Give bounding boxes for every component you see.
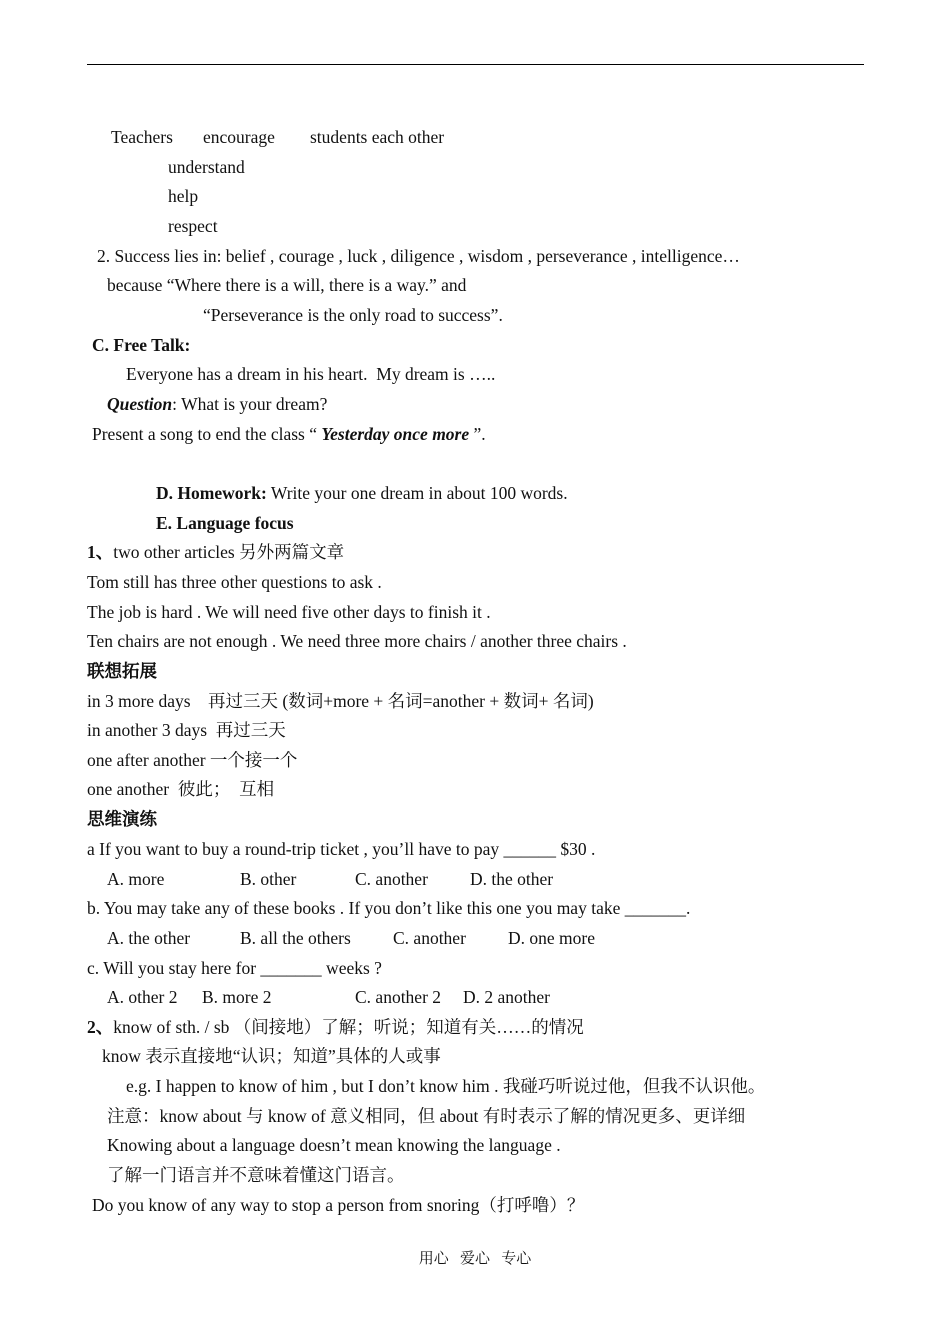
text-line: e.g. I happen to know of him , but I don’t know him . 我碰巧听说过他，但我不认识他。 [126, 1076, 766, 1096]
text-line: help [168, 186, 199, 206]
section-heading: C. Free Talk: [92, 335, 191, 355]
question-line: a If you want to buy a round-trip ticket , you’ll have to pay ______ $30 . [87, 839, 596, 859]
option-a: A. the other [107, 928, 191, 948]
text-line: Ten chairs are not enough . We need three more chairs / another three chairs . [87, 631, 627, 651]
question-line: b. You may take any of these books . If you don’t like this one you may take _______. [87, 898, 691, 918]
option-a: A. other 2 [107, 987, 178, 1007]
option-d: D. 2 another [463, 987, 550, 1007]
text-line: 2. Success lies in: belief , courage , luck , diligence , wisdom , perseverance , intelligence… [97, 246, 740, 266]
text-line: Teachers [111, 127, 173, 147]
option-d: D. one more [508, 928, 595, 948]
text-line: in another 3 days 再过三天 [87, 720, 286, 740]
option-c: C. another 2 [355, 987, 442, 1007]
text-line: in 3 more days 再过三天 (数词+more + 名词=another + 数词+ 名词) [87, 691, 594, 711]
text-line: 1、two other articles 另外两篇文章 [87, 542, 345, 562]
text-line: Do you know of any way to stop a person from snoring（打呼噜）？ [92, 1195, 585, 1215]
song-title: Yesterday once more [321, 424, 470, 444]
option-b: B. all the others [240, 928, 351, 948]
text-line: D. Homework: Write your one dream in about 100 words. [156, 483, 568, 503]
text-line: Everyone has a dream in his heart. My dream is ….. [126, 364, 496, 384]
section-heading: D. Homework: [156, 483, 267, 503]
text-line: respect [168, 216, 218, 236]
text-line: “Perseverance is the only road to success”. [203, 305, 503, 325]
text-line: one after another 一个接一个 [87, 750, 298, 770]
question-label: Question [107, 394, 173, 414]
option-c: C. another [355, 869, 428, 889]
text-line: Question: What is your dream? [107, 394, 328, 414]
text-line: The job is hard . We will need five other days to finish it . [87, 602, 491, 622]
option-d: D. the other [470, 869, 554, 889]
option-c: C. another [393, 928, 466, 948]
section-heading: E. Language focus [156, 513, 294, 533]
text-line: 注意：know about 与 know of 意义相同，但 about 有时表示了解的情况更多、更详细 [107, 1106, 746, 1126]
text-line: 2、know of sth. / sb （间接地）了解；听说；知道有关……的情况 [87, 1017, 584, 1037]
text-line: understand [168, 157, 245, 177]
section-heading: 思维演练 [87, 809, 157, 829]
option-a: A. more [107, 869, 165, 889]
option-b: B. more 2 [202, 987, 272, 1007]
option-b: B. other [240, 869, 297, 889]
text-line: one another 彼此； 互相 [87, 779, 275, 799]
text-line: Tom still has three other questions to ask . [87, 572, 382, 592]
header-rule [87, 64, 864, 65]
text-line: students each other [310, 127, 445, 147]
question-line: c. Will you stay here for _______ weeks ? [87, 958, 382, 978]
section-heading: 联想拓展 [87, 661, 157, 681]
page-footer: 用心 爱心 专心 [418, 1251, 532, 1267]
text-line: encourage [203, 127, 275, 147]
text-line: because “Where there is a will, there is a way.” and [107, 275, 467, 295]
text-line: Knowing about a language doesn’t mean knowing the language . [107, 1135, 561, 1155]
text-line: 了解一门语言并不意味着懂这门语言。 [107, 1165, 405, 1185]
text-line: know 表示直接地“认识；知道”具体的人或事 [102, 1046, 441, 1066]
text-line: Present a song to end the class “ Yesterday once more ”. [92, 424, 486, 444]
